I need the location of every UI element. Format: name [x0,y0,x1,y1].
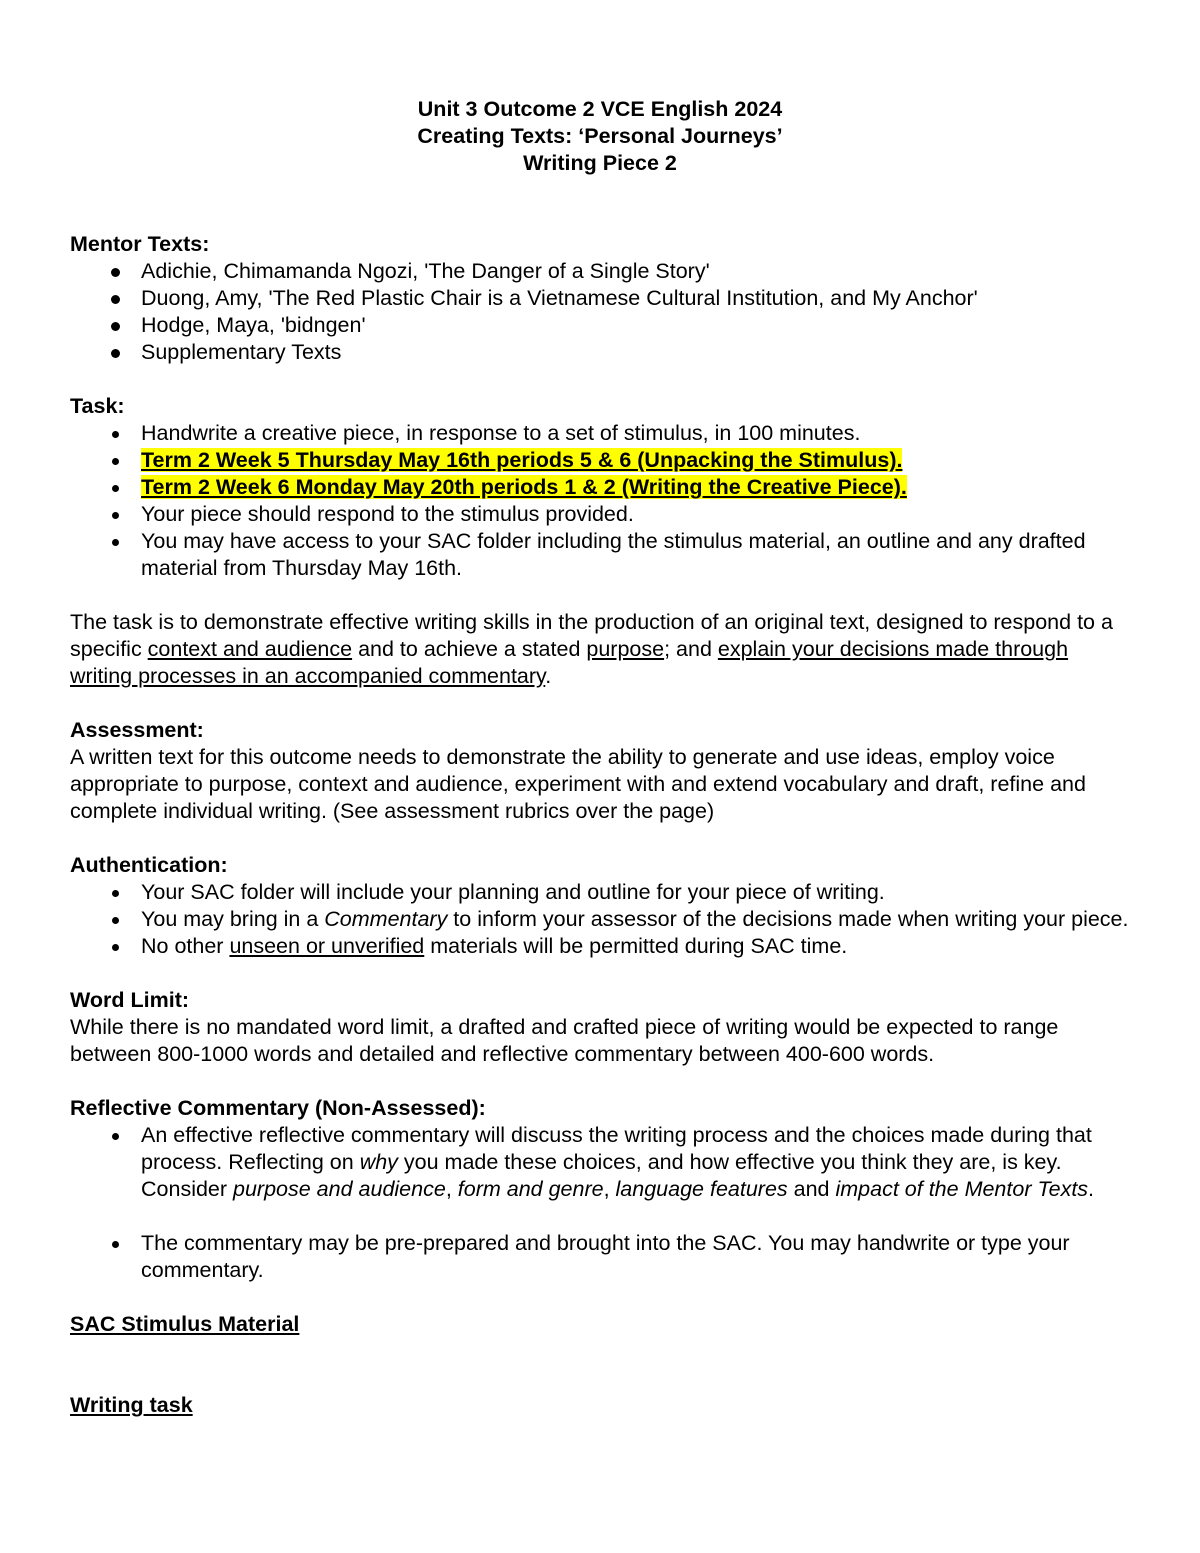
task-description: The task is to demonstrate effective writing skills in the production of an original text, designed to respond to a specific context and audience and to achieve a stated purpose; and explain your decisions made through writing processes in an accompanied commentary. [70,610,1113,688]
bullet-icon [112,890,119,897]
bullet-icon [111,349,120,358]
reflective-list [70,1122,1130,1203]
title-block [70,96,1130,177]
document-title: Unit 3 Outcome 2 VCE English 2024 [417,97,783,121]
list-item: Your SAC folder will include your planning and outline for your piece of writing. [70,879,1130,906]
task-heading: Task: [70,394,125,418]
mentor-texts-heading: Mentor Texts: [70,232,210,256]
word-limit-heading: Word Limit: [70,988,190,1012]
list-item [70,474,1130,501]
list-item: You may bring in a Commentary to inform your assessor of the decisions made when writing your piece. [70,906,1130,933]
bullet-icon [112,458,119,465]
list-item: You may have access to your SAC folder including the stimulus material, an outline and any drafted material from Thursday May 16th. [70,528,1130,582]
authentication-list [70,879,1130,960]
list-item: The commentary may be pre-prepared and brought into the SAC. You may handwrite or type your commentary. [70,1230,1130,1284]
bullet-icon [112,512,119,519]
bullet-icon [111,295,120,304]
list-item: No other unseen or unverified materials will be permitted during SAC time. [70,933,1130,960]
reflective-list-2 [70,1230,1130,1284]
list-item [70,447,1130,474]
assessment-heading: Assessment: [70,718,204,742]
assessment-text: A written text for this outcome needs to demonstrate the ability to generate and use ideas, employ voice appropriate to purpose, context and audience, experiment with and extend vocabulary and draft, refine and complete individual writing. (See assessment rubrics over the page) [70,745,1086,823]
sac-stimulus-heading: SAC Stimulus Material [70,1312,300,1336]
bullet-icon [112,539,119,546]
highlighted-date-1: Term 2 Week 5 Thursday May 16th periods 5 & 6 (Unpacking the Stimulus). [141,448,903,472]
bullet-icon [112,917,119,924]
list-item: Handwrite a creative piece, in response to a set of stimulus, in 100 minutes. [70,420,1130,447]
document-subtitle: Creating Texts: ‘Personal Journeys’ [417,124,783,148]
list-item: An effective reflective commentary will discuss the writing process and the choices made during that process. Reflecting on why you made these choices, and how effective you think they are, is key. Consider purpose and audience, form and genre, language features and impact of the Mentor Texts. [70,1122,1130,1203]
list-item: Supplementary Texts [70,339,1130,366]
bullet-icon [111,322,120,331]
highlighted-date-2: Term 2 Week 6 Monday May 20th periods 1 & 2 (Writing the Creative Piece). [141,475,907,499]
list-item: Your piece should respond to the stimulus provided. [70,501,1130,528]
document-piece: Writing Piece 2 [523,151,677,175]
list-item: Hodge, Maya, 'bidngen' [70,312,1130,339]
list-item: Adichie, Chimamanda Ngozi, 'The Danger of a Single Story' [70,258,1130,285]
writing-task-heading: Writing task [70,1393,193,1417]
document-page [70,96,1130,1419]
bullet-icon [112,1241,119,1248]
bullet-icon [112,485,119,492]
bullet-icon [112,1133,119,1140]
list-item: Duong, Amy, 'The Red Plastic Chair is a Vietnamese Cultural Institution, and My Anchor' [70,285,1130,312]
bullet-icon [111,268,120,277]
authentication-heading: Authentication: [70,853,228,877]
bullet-icon [112,431,119,438]
task-list [70,420,1130,582]
mentor-texts-list [70,258,1130,366]
bullet-icon [112,944,119,951]
reflective-heading: Reflective Commentary (Non-Assessed): [70,1096,486,1120]
word-limit-text: While there is no mandated word limit, a drafted and crafted piece of writing would be expected to range between 800-1000 words and detailed and reflective commentary between 400-600 words. [70,1015,1059,1066]
